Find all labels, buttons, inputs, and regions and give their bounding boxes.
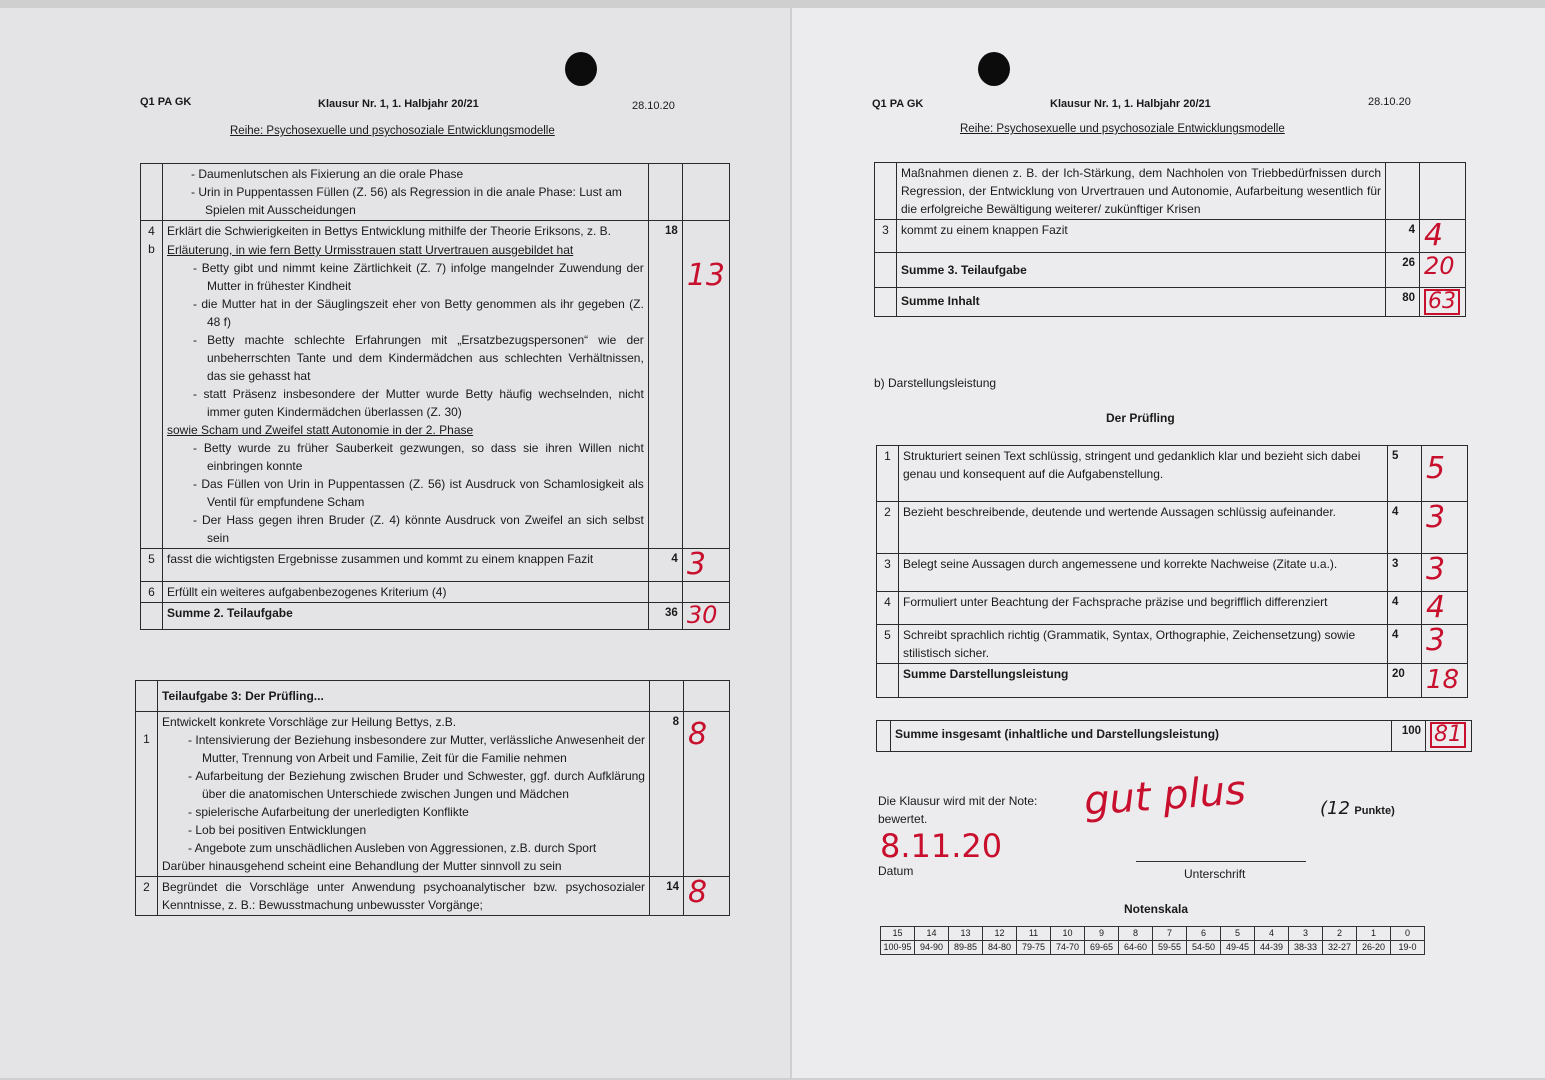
scale-points-cell: 4 [1255,927,1289,941]
list-item: - spielerische Aufarbeitung der unerledigten Konflikte [162,803,645,821]
scale-points-cell: 10 [1051,927,1085,941]
list-item: - statt Präsenz insbesondere der Mutter wurde Betty häufig wechselnden, nicht immer guten Kindermädchen überlassen (Z. 30) [167,385,644,421]
row-number: 6 [141,582,163,603]
punch-hole [565,52,597,86]
awarded-score: 4 [1426,590,1446,625]
list-item: - Aufarbeitung der Beziehung zwischen Bruder und Schwester, ggf. durch Aufklärung über die anatomischen Unterschiede zwischen Jungen und Mädchen [162,767,645,803]
max-points: 4 [1388,502,1422,554]
scale-range-cell: 26-20 [1357,941,1391,955]
scale-range-cell: 84-80 [983,941,1017,955]
criterion-text: Entwickelt konkrete Vorschläge zur Heilung Bettys, z.B. [162,715,457,729]
list-item: - Der Hass gegen ihren Bruder (Z. 4) könnte Ausdruck von Zweifel an sich selbst sein [167,511,644,547]
scale-points-cell: 15 [881,927,915,941]
criterion-text: Schreibt sprachlich richtig (Grammatik, Syntax, Orthographie, Zeichensetzung) sowie stilistisch sicher. [899,625,1388,664]
scale-points-cell: 9 [1085,927,1119,941]
criterion-text: Belegt seine Aussagen durch angemessene und korrekte Nachweise (Zitate u.a.). [899,554,1388,592]
awarded-score: 3 [686,547,706,582]
awarded-score: 5 [1426,451,1446,486]
grade-scale-table [880,926,1425,955]
scale-range-cell: 59-55 [1153,941,1187,955]
row-number: 4 [877,592,899,625]
list-item: - Intensivierung der Beziehung insbesondere zur Mutter, verlässliche Anwesenheit der Mutter, Trennung von Arbeit und Familie, Zeit für die Familie nehmen [162,731,645,767]
max-points: 5 [1388,446,1422,502]
list-item: - die Mutter hat in der Säuglingszeit eher von Betty genommen als ihr gegeben (Z. 48 f) [167,295,644,331]
awarded-score: 8 [688,717,708,752]
criterion-outro: Darüber hinausgehend scheint eine Behandlung der Mutter sinnvoll zu sein [162,859,562,873]
task3-continued-table [874,162,1466,317]
list-item: - Betty wurde zu früher Sauberkeit gezwungen, so dass sie ihren Willen nicht einbringen konnte [167,439,644,475]
sub-heading: Erläuterung, in wie fern Betty Urmisstrauen statt Urvertrauen ausgebildet hat [167,243,574,257]
task-title: Teilaufgabe 3: Der Prüfling... [158,681,650,712]
max-points: 14 [650,877,684,916]
list-item: - Betty gibt und nimmt keine Zärtlichkeit (Z. 7) infolge mangelnder Zuwendung der Mutter in frühester Kindheit [167,259,644,295]
awarded-score: 3 [1426,623,1446,658]
scale-range-cell: 64-60 [1119,941,1153,955]
scale-points-cell: 13 [949,927,983,941]
list-item: - Betty machte schlechte Erfahrungen mit „Ersatzbezugspersonen“ wie der unbeherrschten Tante und dem Kindermädchen aus schlechten Verhältnissen, das sie gehasst hat [167,331,644,385]
scale-range-cell: 79-75 [1017,941,1051,955]
scale-points-cell: 8 [1119,927,1153,941]
exam-title: Klausur Nr. 1, 1. Halbjahr 20/21 [318,98,479,110]
sum-max: 26 [1386,253,1420,288]
list-item: - Das Füllen von Urin in Puppentassen (Z. 56) ist Ausdruck von Schamlosigkeit als Ventil für empfundene Scham [167,475,644,511]
series-title: Reihe: Psychosexuelle und psychosoziale Entwicklungsmodelle [960,123,1285,135]
date-handwritten: 8.11.20 [880,827,1003,865]
sum-label: Summe Inhalt [897,288,1386,317]
scale-range-cell: 74-70 [1051,941,1085,955]
total-score: 81 [1430,722,1466,748]
scale-points-cell: 5 [1221,927,1255,941]
max-points: 8 [650,712,684,877]
course-label: Q1 PA GK [872,98,924,110]
awarded-score: 3 [1426,552,1446,587]
awarded-score: 3 [1426,500,1446,535]
total-max: 100 [1392,721,1426,752]
criterion-text: kommt zu einem knappen Fazit [897,220,1386,253]
max-points: 3 [1388,554,1422,592]
task3-table [135,680,730,916]
date-label: Datum [878,864,914,878]
max-points: 18 [648,221,682,549]
list-item: - Daumenlutschen als Fixierung an die orale Phase [165,165,644,183]
sub-heading: sowie Scham und Zweifel statt Autonomie in der 2. Phase [167,423,474,437]
list-item: - Angebote zum unschädlichen Ausleben von Aggressionen, z.B. durch Sport [162,839,645,857]
scale-points-cell: 0 [1391,927,1425,941]
scale-range-cell: 44-39 [1255,941,1289,955]
scale-range-cell: 32-27 [1323,941,1357,955]
sum-label: Summe 2. Teilaufgabe [163,603,649,630]
grade-scale-label: Notenskala [1124,902,1189,916]
grade-handwritten: gut plus [1082,767,1248,825]
max-points: 4 [648,549,682,582]
signature-label: Unterschrift [1184,867,1246,881]
sum-score: 63 [1424,289,1460,315]
punch-hole [978,52,1010,86]
presentation-table [876,445,1468,698]
left-sheet [0,8,790,1078]
sum-max: 36 [648,603,682,630]
course-label: Q1 PA GK [140,96,192,108]
exam-date: 28.10.20 [632,100,675,112]
criterion-text: Maßnahmen dienen z. B. der Ich-Stärkung, dem Nachholen von Triebbedürfnissen durch Regression, der Entwicklung von Urvertrauen und Autonomie, Aufarbeitung wesentlich für die erfolgreiche Bewältigung weiterer/ zukünftiger Krisen [897,163,1386,220]
section-heading: Der Prüfling [1106,411,1175,425]
scale-points-cell: 1 [1357,927,1391,941]
scale-range-cell: 38-33 [1289,941,1323,955]
scale-range-cell: 49-45 [1221,941,1255,955]
criterion-text: Formuliert unter Beachtung der Fachsprache präzise und begrifflich differenziert [899,592,1388,625]
exam-title: Klausur Nr. 1, 1. Halbjahr 20/21 [1050,98,1211,110]
criterion-text: Bezieht beschreibende, deutende und wertende Aussagen schlüssig aufeinander. [899,502,1388,554]
row-number: 3 [875,220,897,253]
signature-line [1136,861,1306,862]
scale-range-cell: 89-85 [949,941,983,955]
sum-score: 20 [1424,252,1455,280]
total-table [876,720,1472,752]
scale-points-cell: 3 [1289,927,1323,941]
scale-points-cell: 6 [1187,927,1221,941]
awarded-score: 8 [688,875,708,910]
scale-range-cell: 69-65 [1085,941,1119,955]
section-label: b) Darstellungsleistung [874,376,997,390]
scale-points-cell: 12 [983,927,1017,941]
row-number: 1 [136,712,158,877]
row-number: 5 [877,625,899,664]
row-number: 2 [877,502,899,554]
grade-sentence: Die Klausur wird mit der Note: bewertet. [878,794,1038,826]
awarded-score: 13 [686,258,725,293]
sum-score: 18 [1426,665,1460,695]
row-number: 2 [136,877,158,916]
scale-points-cell: 14 [915,927,949,941]
max-points: 4 [1388,625,1422,664]
criterion-text: Erfüllt ein weiteres aufgabenbezogenes Kriterium (4) [163,582,649,603]
sum-label: Summe 3. Teilaufgabe [897,253,1386,288]
row-number: 3 [877,554,899,592]
row-number: 4 b [141,221,163,549]
scale-points-cell: 2 [1323,927,1357,941]
sum-label: Summe Darstellungsleistung [899,664,1388,698]
sum-max: 80 [1386,288,1420,317]
grade-points: (12 Punkte) [1320,798,1395,819]
criterion-text: Erklärt die Schwierigkeiten in Bettys Entwicklung mithilfe der Theorie Eriksons, z. B. [167,224,611,238]
scale-range-cell: 94-90 [915,941,949,955]
total-label: Summe insgesamt (inhaltliche und Darstellungsleistung) [891,721,1392,752]
task2-table [140,163,730,630]
series-title: Reihe: Psychosexuelle und psychosoziale Entwicklungsmodelle [230,125,555,137]
criterion-text: fasst die wichtigsten Ergebnisse zusammen und kommt zu einem knappen Fazit [163,549,649,582]
sum-score: 30 [686,601,718,629]
row-number: 1 [877,446,899,502]
sum-max: 20 [1388,664,1422,698]
scale-range-cell: 100-95 [881,941,915,955]
criterion-text: Begründet die Vorschläge unter Anwendung psychoanalytischer bzw. psychosozialer Kenntnisse, z. B.: Bewusstmachung unbewusster Vorgänge; [158,877,650,916]
row-number: 5 [141,549,163,582]
scale-range-cell: 54-50 [1187,941,1221,955]
scale-points-cell: 7 [1153,927,1187,941]
list-item: - Urin in Puppentassen Füllen (Z. 56) als Regression in die anale Phase: Lust am Spielen mit Ausscheidungen [165,183,644,219]
scale-points-cell: 11 [1017,927,1051,941]
max-points: 4 [1388,592,1422,625]
exam-date: 28.10.20 [1368,96,1411,108]
scale-range-cell: 19-0 [1391,941,1425,955]
list-item: - Lob bei positiven Entwicklungen [162,821,645,839]
awarded-score: 4 [1424,218,1444,253]
right-sheet [792,8,1545,1078]
criterion-text: Strukturiert seinen Text schlüssig, stringent und gedanklich klar und bezieht sich dabei genau und konsequent auf die Aufgabenstellung. [899,446,1388,502]
max-points: 4 [1386,220,1420,253]
